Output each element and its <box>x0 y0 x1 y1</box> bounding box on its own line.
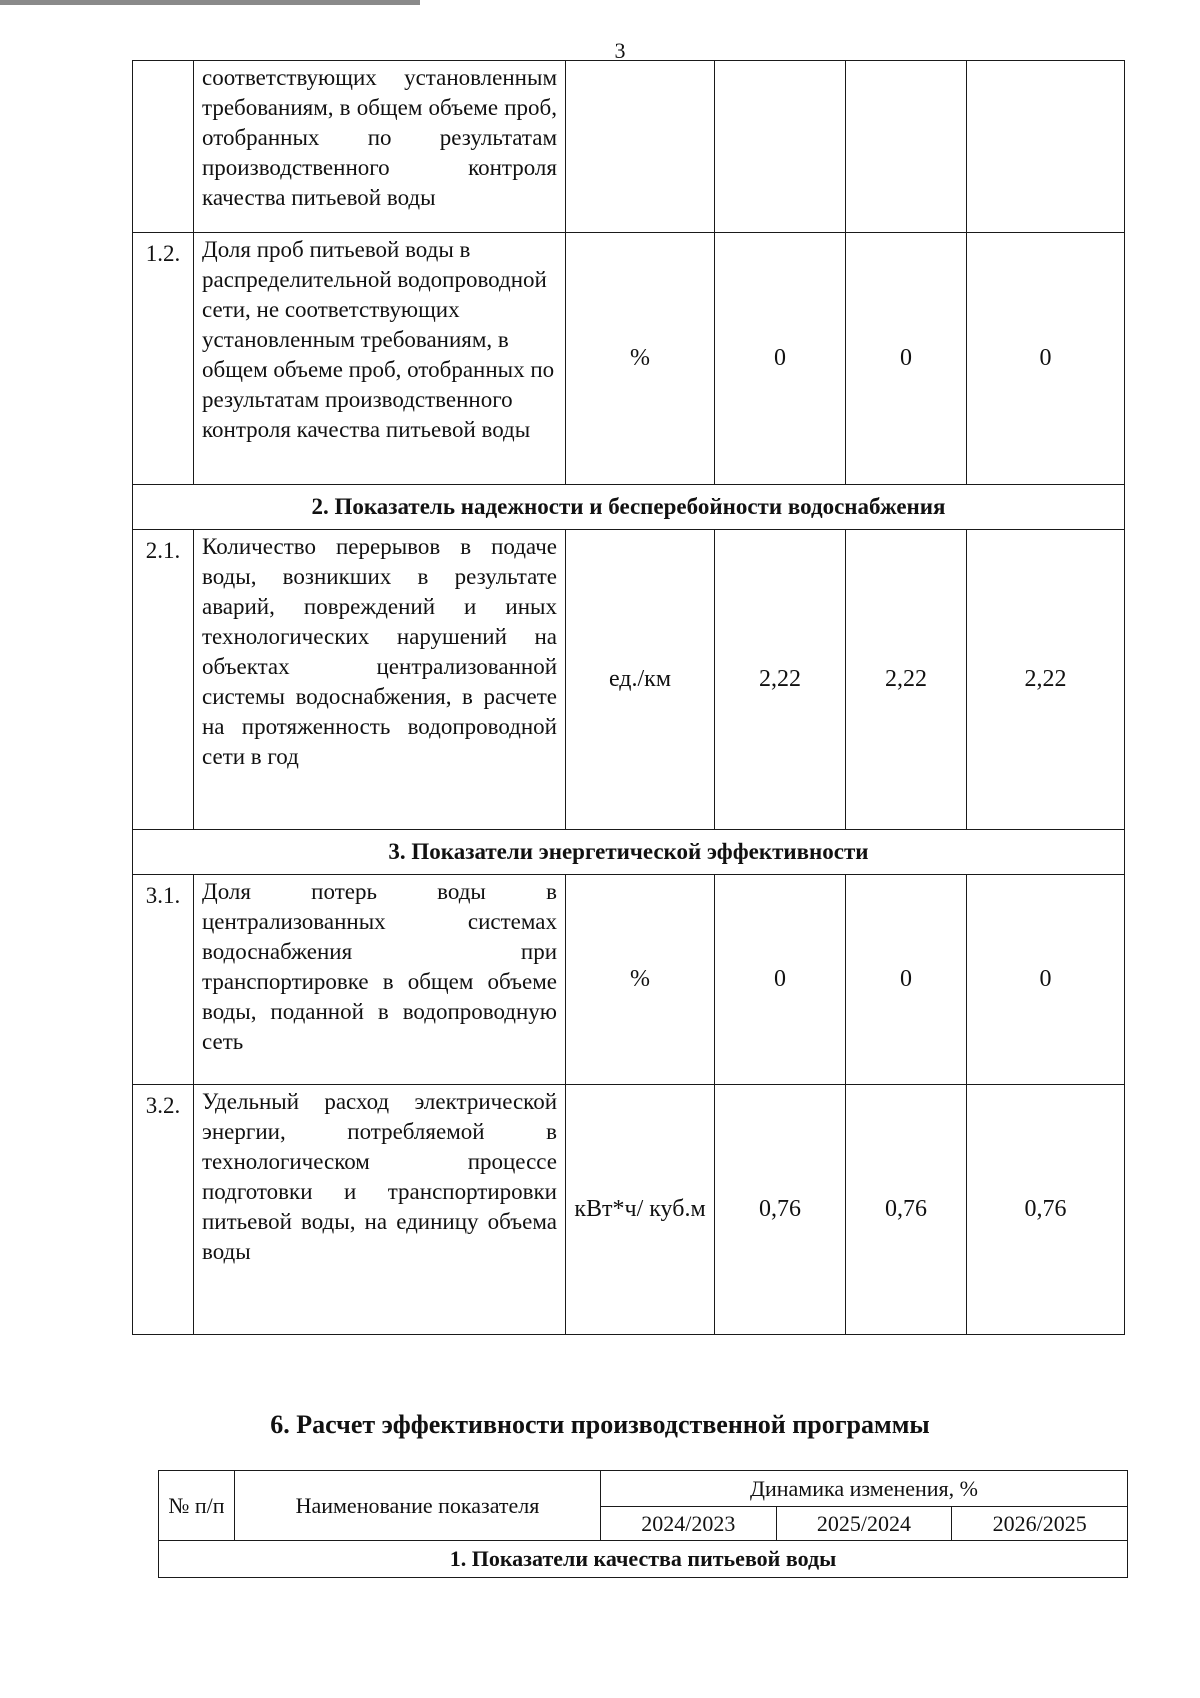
column-header-year: 2024/2023 <box>601 1507 777 1541</box>
value-2024: 0 <box>715 233 846 485</box>
section-title-quality: 1. Показатели качества питьевой воды <box>159 1541 1128 1578</box>
value-2025 <box>846 61 967 233</box>
row-number <box>133 61 194 233</box>
row-number: 2.1. <box>133 530 194 830</box>
table-row <box>133 61 1125 233</box>
column-header-name: Наименование показателя <box>235 1471 601 1541</box>
row-number: 3.2. <box>133 1085 194 1335</box>
indicators-table <box>132 60 1125 1335</box>
value-2026: 0 <box>967 875 1125 1085</box>
section-row <box>159 1541 1128 1578</box>
value-2025: 0 <box>846 233 967 485</box>
table-row <box>133 875 1125 1085</box>
row-number: 1.2. <box>133 233 194 485</box>
value-2026 <box>967 61 1125 233</box>
table-row <box>133 530 1125 830</box>
value-2026: 0 <box>967 233 1125 485</box>
indicator-name: Доля проб питьевой воды в распределительной водопроводной сети, не соответствующих установленным требованиям, в общем объеме проб, отобранных по результатам производственного контроля качества питьевой воды <box>194 233 566 485</box>
section-title-energy: 3. Показатели энергетической эффективности <box>133 830 1125 875</box>
column-header-year: 2026/2025 <box>952 1507 1128 1541</box>
section-row <box>133 830 1125 875</box>
value-2025: 2,22 <box>846 530 967 830</box>
value-2026: 2,22 <box>967 530 1125 830</box>
value-2025: 0 <box>846 875 967 1085</box>
value-2024 <box>715 61 846 233</box>
section-title-reliability: 2. Показатель надежности и бесперебойности водоснабжения <box>133 485 1125 530</box>
indicator-name: Количество перерывов в подаче воды, возникших в результате аварий, повреждений и иных технологических нарушений на объектах централизованной системы водоснабжения, в расчете на протяженность водопроводной сети в год <box>194 530 566 830</box>
value-2024: 0,76 <box>715 1085 846 1335</box>
value-2024: 2,22 <box>715 530 846 830</box>
indicator-name: соответствующих установленным требованиям, в общем объеме проб, отобранных по результатам производственного контроля качества питьевой воды <box>194 61 566 233</box>
column-header-dynamics: Динамика изменения, % <box>601 1471 1128 1507</box>
value-2026: 0,76 <box>967 1085 1125 1335</box>
header-row <box>159 1471 1128 1507</box>
indicator-unit: кВт*ч/ куб.м <box>566 1085 715 1335</box>
scan-edge-mark <box>0 0 420 5</box>
section-heading-efficiency: 6. Расчет эффективности производственной программы <box>270 1410 930 1439</box>
table-row <box>133 1085 1125 1335</box>
indicator-unit: % <box>566 233 715 485</box>
value-2024: 0 <box>715 875 846 1085</box>
column-header-number: № п/п <box>159 1471 235 1541</box>
column-header-year: 2025/2024 <box>776 1507 952 1541</box>
indicator-name: Удельный расход электрической энергии, потребляемой в технологическом процессе подготовки и транспортировки питьевой воды, на единицу объема воды <box>194 1085 566 1335</box>
indicator-unit: ед./км <box>566 530 715 830</box>
section-row <box>133 485 1125 530</box>
row-number: 3.1. <box>133 875 194 1085</box>
value-2025: 0,76 <box>846 1085 967 1335</box>
indicator-unit: % <box>566 875 715 1085</box>
table-row <box>133 233 1125 485</box>
indicator-unit <box>566 61 715 233</box>
indicator-name: Доля потерь воды в централизованных системах водоснабжения при транспортировке в общем объеме воды, поданной в водопроводную сеть <box>194 875 566 1085</box>
efficiency-table <box>158 1470 1128 1578</box>
page-number: 3 <box>614 38 626 63</box>
